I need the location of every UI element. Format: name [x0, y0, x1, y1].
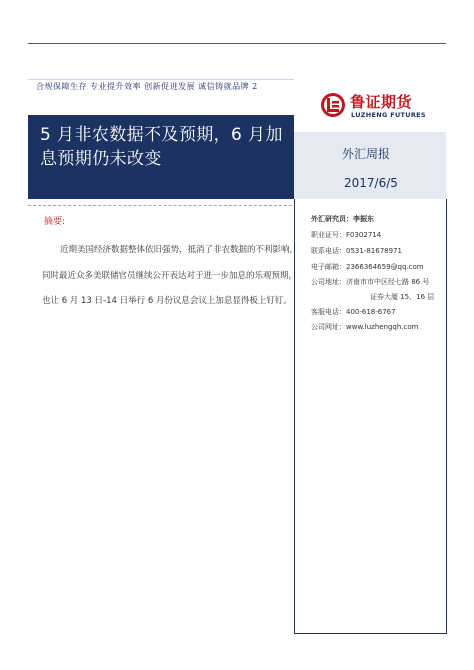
brand-name-cn: 鲁证期货	[350, 93, 413, 111]
top-divider	[28, 43, 446, 44]
license-number: 职业证号：F0302714	[311, 231, 382, 239]
abstract-label: 摘要:	[44, 217, 66, 227]
company-logo	[294, 79, 446, 132]
service-hotline: 客服电话：400-618-6767	[311, 308, 396, 316]
abstract-line: 也让 6 月 13 日-14 日举行 6 月份议息会议上加息显得板上钉钉。	[42, 296, 292, 306]
company-address: 公司地址：济南市市中区经七路 86 号	[311, 278, 430, 286]
report-type: 外汇周报	[342, 147, 391, 161]
company-slogan: 合规保障生存 专业提升效率 创新促进发展 诚信铸就品牌 2	[36, 82, 258, 91]
report-info-panel	[294, 132, 446, 199]
section-divider	[28, 205, 292, 206]
company-address-cont: 证券大厦 15、16 层	[370, 293, 435, 301]
abstract-line: 同时最近众多美联储官员继续公开表达对于进一步加息的乐观预期，	[42, 271, 298, 281]
title-block	[28, 115, 294, 199]
company-website: 公司网址：www.luzhengqh.com	[311, 323, 419, 331]
analyst-name: 外汇研究员：李振东	[311, 215, 374, 223]
luzheng-logo-icon	[320, 92, 346, 118]
report-date: 2017/6/5	[344, 176, 398, 190]
report-title: 5 月非农数据不及预期，6 月加息预期仍未改变	[40, 125, 283, 169]
brand-name-en: LUZHENG FUTURES	[351, 111, 426, 119]
contact-phone: 联系电话：0531-81678971	[311, 247, 402, 255]
abstract-line: 近期美国经济数据整体依旧强势，抵消了非农数据的不利影响，	[60, 245, 299, 255]
slogan-band	[28, 79, 294, 116]
contact-email: 电子邮箱：2366364659@qq.com	[311, 263, 424, 271]
